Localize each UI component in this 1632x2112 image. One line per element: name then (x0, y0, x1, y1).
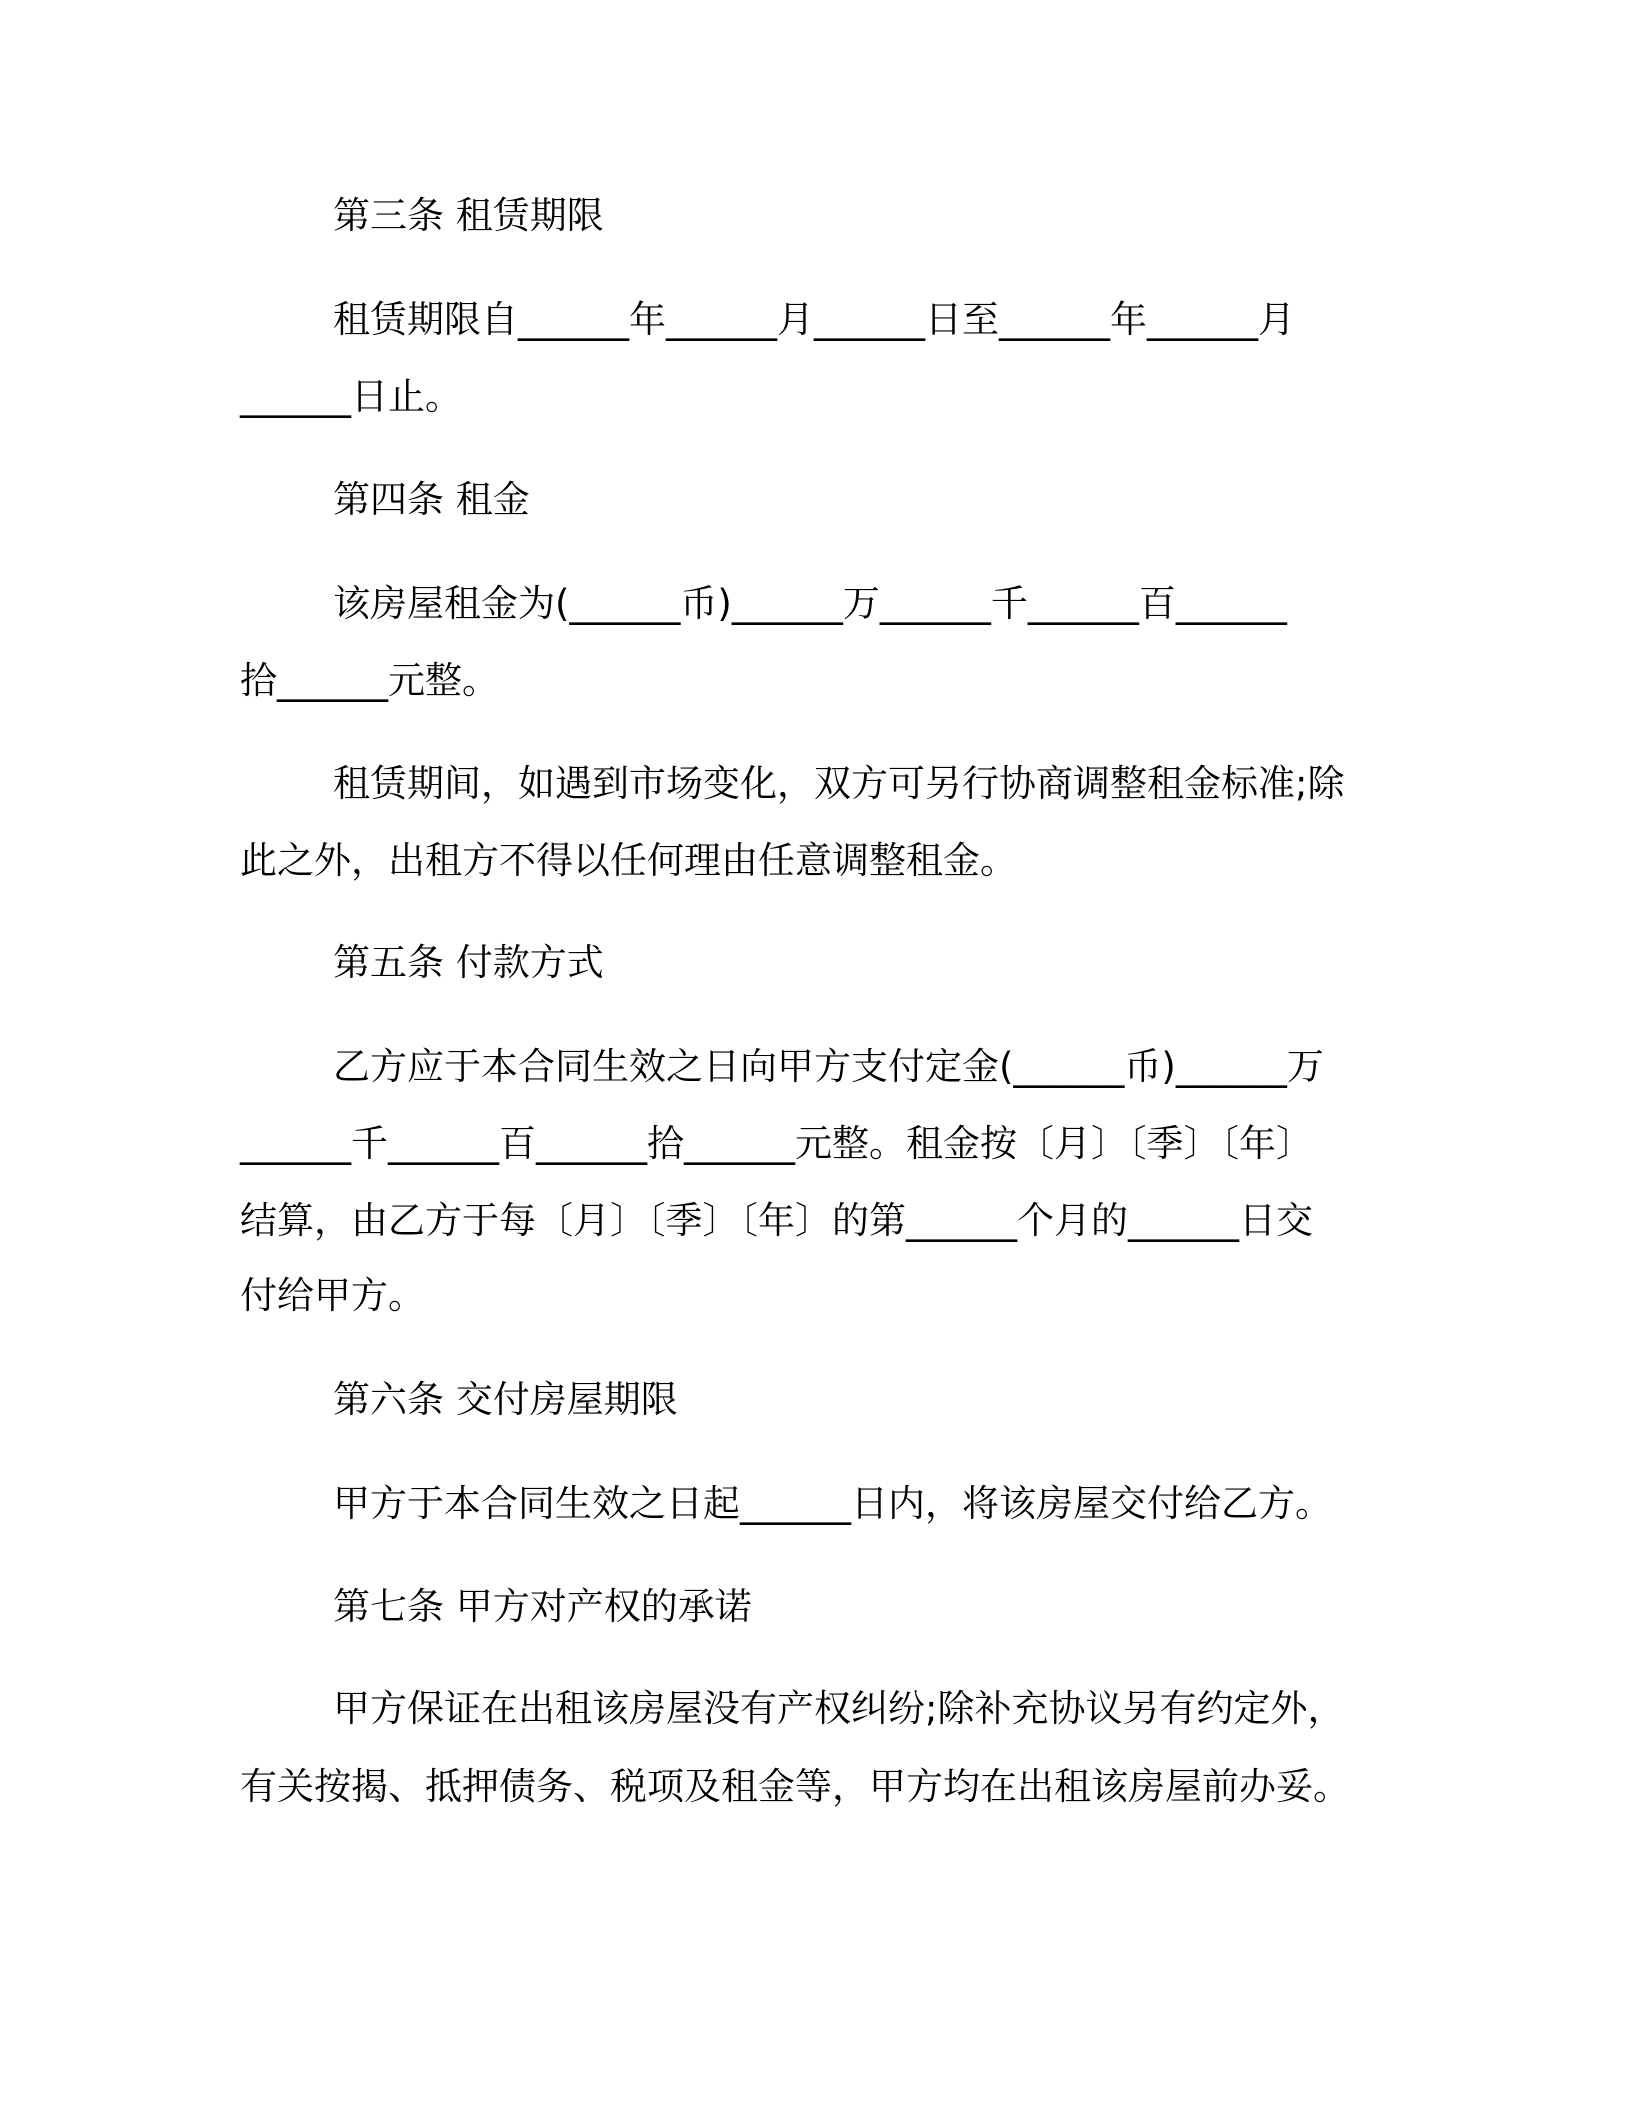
article-7-text-line: 有关按揭、抵押债务、税项及租金等，甲方均在出租该房屋前办妥。 (240, 1765, 1350, 1808)
article-7-text-line: 甲方保证在出租该房屋没有产权纠纷;除补充协议另有约定外， (333, 1687, 1345, 1730)
article-5-text-line: 付给甲方。 (240, 1274, 425, 1317)
article-3-heading: 第三条 租赁期限 (333, 194, 604, 237)
article-5-text-line: ______千______百______拾______元整。租金按〔月〕〔季〕〔年〕 (240, 1122, 1313, 1165)
article-6-heading: 第六条 交付房屋期限 (333, 1378, 678, 1421)
article-4-text-line: 该房屋租金为(______币)______万______千______百______ (333, 582, 1287, 625)
article-4-text-line: 拾______元整。 (240, 659, 499, 702)
article-4-text-line: 租赁期间，如遇到市场变化，双方可另行协商调整租金标准;除 (333, 762, 1345, 805)
article-7-heading: 第七条 甲方对产权的承诺 (333, 1585, 752, 1628)
article-5-text-line: 结算，由乙方于每〔月〕〔季〕〔年〕的第______个月的______日交 (240, 1199, 1313, 1242)
article-4-heading: 第四条 租金 (333, 478, 530, 521)
article-5-text-line: 乙方应于本合同生效之日向甲方支付定金(______币)______万 (333, 1045, 1324, 1088)
article-6-text-line: 甲方于本合同生效之日起______日内，将该房屋交付给乙方。 (333, 1482, 1332, 1525)
article-3-text-line: 租赁期限自______年______月______日至______年______月 (333, 298, 1295, 341)
article-5-heading: 第五条 付款方式 (333, 941, 604, 984)
article-4-text-line: 此之外，出租方不得以任何理由任意调整租金。 (240, 839, 1017, 882)
article-3-text-line: ______日止。 (240, 375, 462, 418)
